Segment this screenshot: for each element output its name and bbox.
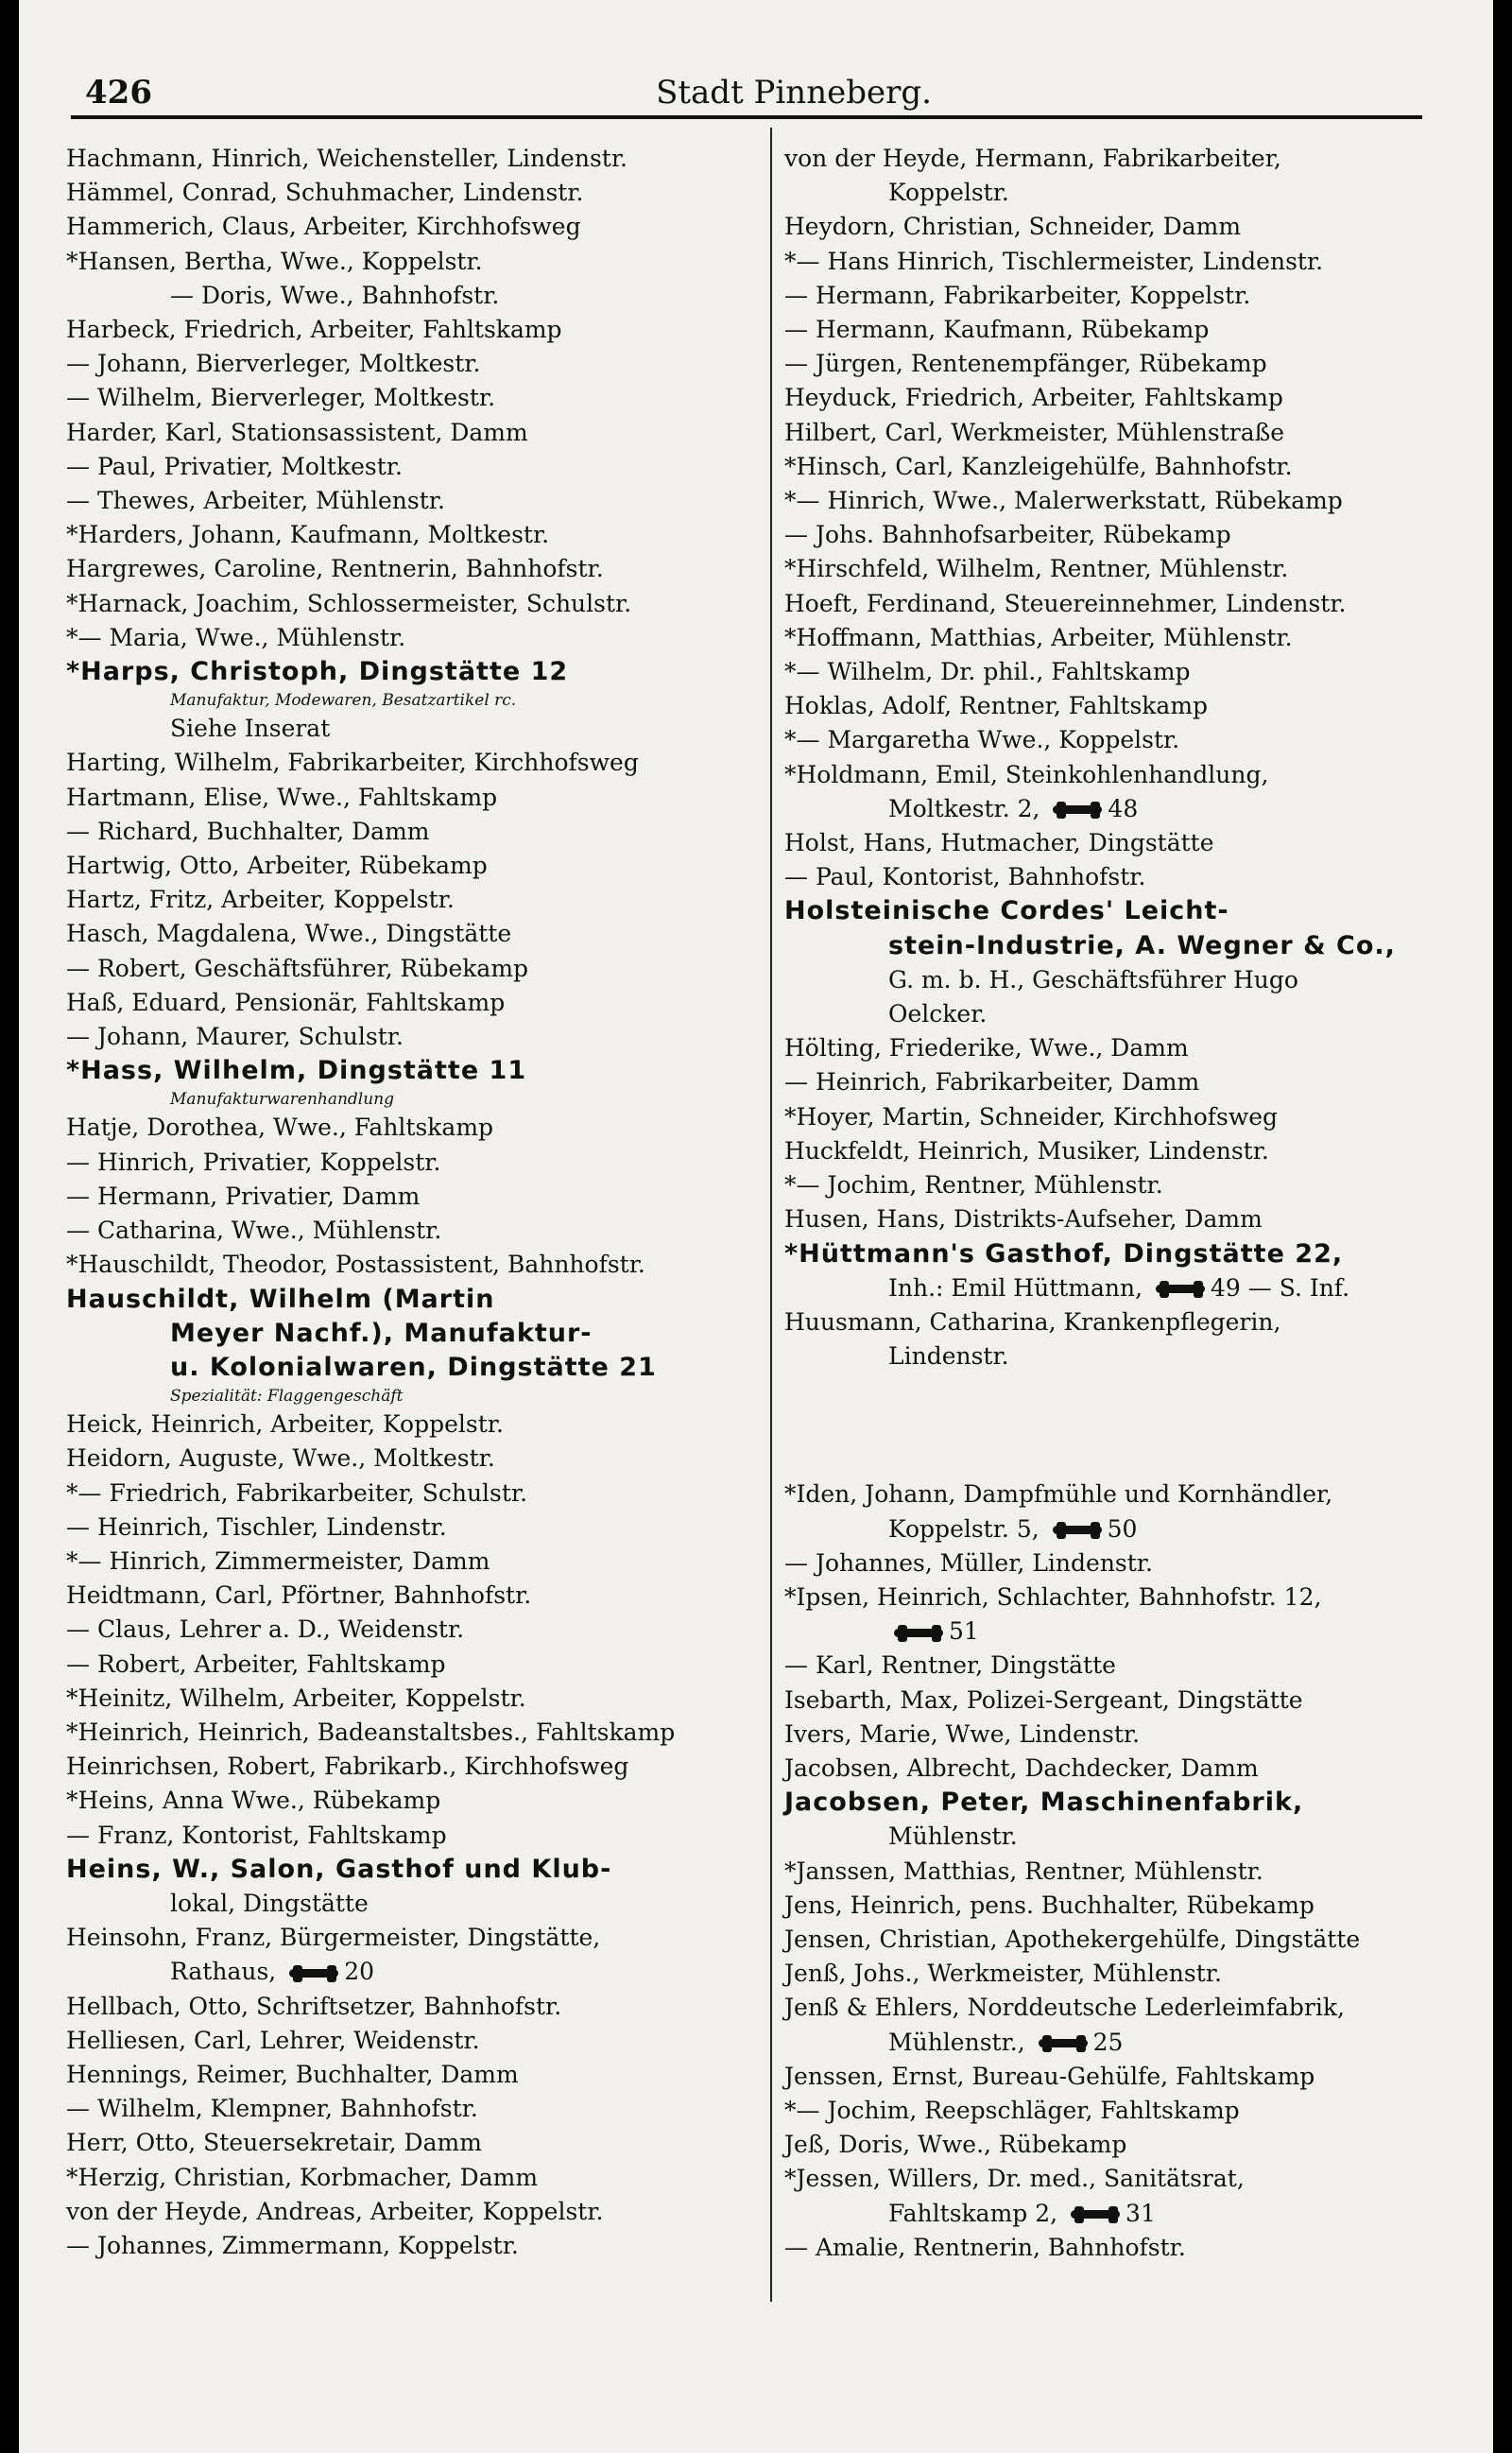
directory-entry xyxy=(784,621,1465,655)
directory-entry xyxy=(784,416,1465,450)
telephone-icon xyxy=(289,1965,338,1982)
telephone-icon xyxy=(1039,2035,1088,2052)
entry-text: — Johann, Maurer, Schulstr. xyxy=(66,1023,404,1051)
directory-entry xyxy=(784,1786,1465,1820)
directory-entry xyxy=(66,2195,747,2229)
entry-text: — Heinrich, Fabrikarbeiter, Damm xyxy=(784,1068,1200,1097)
telephone-icon xyxy=(1053,1522,1102,1539)
entry-text: Herr, Otto, Steuersekretair, Damm xyxy=(66,2129,482,2157)
directory-entry xyxy=(784,279,1465,313)
telephone-icon xyxy=(1071,2206,1120,2223)
directory-entry xyxy=(66,1579,747,1613)
entry-text: Oelcker. xyxy=(888,1000,988,1028)
directory-entry xyxy=(66,347,747,381)
directory-entry xyxy=(66,1613,747,1647)
entry-text: *Herzig, Christian, Korbmacher, Damm xyxy=(66,2163,539,2191)
entry-text: Jens, Heinrich, pens. Buchhalter, Rübekamp xyxy=(784,1891,1314,1919)
directory-entry xyxy=(784,1512,1465,1546)
entry-text: Ivers, Marie, Wwe, Lindenstr. xyxy=(784,1719,1141,1748)
directory-entry xyxy=(66,1853,747,1887)
entry-text: Jenß & Ehlers, Norddeutsche Lederleimfabrik, xyxy=(784,1994,1345,2022)
entry-text: Hammerich, Claus, Arbeiter, Kirchhofsweg xyxy=(66,213,581,241)
directory-entry xyxy=(66,416,747,450)
entry-text: *Heinrich, Heinrich, Badeanstaltsbes., Fahltskamp xyxy=(66,1718,676,1746)
directory-entry xyxy=(784,860,1465,894)
directory-entry xyxy=(784,313,1465,347)
entry-text: *Harders, Johann, Kaufmann, Moltkestr. xyxy=(66,521,550,549)
entry-text: — Amalie, Rentnerin, Bahnhofstr. xyxy=(784,2233,1186,2261)
entry-text: — Richard, Buchhalter, Damm xyxy=(66,817,430,845)
directory-entry xyxy=(784,381,1465,415)
entry-text: Hämmel, Conrad, Schuhmacher, Lindenstr. xyxy=(66,179,584,207)
directory-entry xyxy=(784,1923,1465,1957)
directory-entry xyxy=(784,1237,1465,1271)
directory-entry xyxy=(784,1202,1465,1236)
telephone-icon xyxy=(1156,1281,1205,1298)
entry-text: Jeß, Doris, Wwe., Rübekamp xyxy=(784,2131,1127,2159)
directory-entry xyxy=(66,746,747,780)
directory-entry xyxy=(784,1477,1465,1512)
directory-entry xyxy=(784,2128,1465,2162)
entry-text: — Heinrich, Tischler, Lindenstr. xyxy=(66,1512,447,1541)
entry-text: Hartwig, Otto, Arbeiter, Rübekamp xyxy=(66,852,488,880)
directory-entry xyxy=(784,1752,1465,1786)
entry-text: Hölting, Friederike, Wwe., Damm xyxy=(784,1034,1189,1062)
directory-entry xyxy=(66,621,747,655)
directory-entry xyxy=(784,587,1465,621)
entry-text: *— Hans Hinrich, Tischlermeister, Lindenstr. xyxy=(784,247,1324,275)
directory-entry xyxy=(66,1716,747,1750)
directory-entry xyxy=(66,1784,747,1818)
directory-entry xyxy=(66,952,747,986)
entry-text: Heyduck, Friedrich, Arbeiter, Fahltskamp xyxy=(784,384,1283,412)
entry-text: Hatje, Dorothea, Wwe., Fahltskamp xyxy=(66,1114,494,1142)
entry-text: Mühlenstr., xyxy=(888,2028,1033,2056)
entry-text: Husen, Hans, Distrikts-Aufseher, Damm xyxy=(784,1205,1263,1234)
directory-entry xyxy=(66,1408,747,1442)
directory-entry xyxy=(66,1385,747,1408)
entry-text: — Claus, Lehrer a. D., Weidenstr. xyxy=(66,1615,465,1644)
entry-text: *Harnack, Joachim, Schlossermeister, Schulstr. xyxy=(66,589,632,617)
entry-text: Jenssen, Ernst, Bureau-Gehülfe, Fahltskamp xyxy=(784,2062,1315,2090)
entry-text: Hoklas, Adolf, Rentner, Fahltskamp xyxy=(784,692,1209,720)
directory-entry xyxy=(66,142,747,176)
entry-text: — Paul, Kontorist, Bahnhofstr. xyxy=(784,863,1146,891)
entry-text: Meyer Nachf.), Manufaktur- xyxy=(170,1318,593,1348)
entry-text: *Harps, Christoph, Dingstätte 12 xyxy=(66,657,569,687)
directory-entry xyxy=(66,1511,747,1545)
directory-page xyxy=(19,0,1493,2453)
directory-entry xyxy=(66,176,747,210)
entry-text: Hartmann, Elise, Wwe., Fahltskamp xyxy=(66,783,498,811)
directory-entry xyxy=(784,1991,1465,2025)
entry-text: Harting, Wilhelm, Fabrikarbeiter, Kirchhofsweg xyxy=(66,749,639,777)
directory-entry xyxy=(66,210,747,244)
directory-entry xyxy=(784,723,1465,757)
directory-entry xyxy=(784,758,1465,792)
entry-text: Heinrichsen, Robert, Fabrikarb., Kirchhofsweg xyxy=(66,1753,629,1781)
directory-entry xyxy=(784,1031,1465,1065)
directory-entry xyxy=(784,2197,1465,2231)
entry-text: Hoeft, Ferdinand, Steuereinnehmer, Lindenstr. xyxy=(784,589,1347,617)
entry-text: *— Jochim, Reepschläger, Fahltskamp xyxy=(784,2096,1240,2124)
directory-entry xyxy=(66,279,747,313)
directory-entry xyxy=(66,1990,747,2024)
directory-entry xyxy=(784,484,1465,518)
directory-entry xyxy=(784,655,1465,689)
entry-text: Hargrewes, Caroline, Rentnerin, Bahnhofstr. xyxy=(66,555,604,583)
page-header xyxy=(85,74,1427,121)
directory-entry xyxy=(784,1373,1465,1477)
entry-text: *Hansen, Bertha, Wwe., Koppelstr. xyxy=(66,247,483,275)
directory-entry xyxy=(66,655,747,689)
entry-text: Heins, W., Salon, Gasthof und Klub- xyxy=(66,1854,612,1884)
directory-entry xyxy=(784,1820,1465,1854)
directory-entry xyxy=(784,2026,1465,2060)
entry-text: Huckfeldt, Heinrich, Musiker, Lindenstr. xyxy=(784,1136,1269,1165)
entry-text: — Catharina, Wwe., Mühlenstr. xyxy=(66,1217,442,1245)
directory-entry xyxy=(784,1065,1465,1099)
directory-entry xyxy=(784,450,1465,484)
directory-entry xyxy=(66,2229,747,2263)
directory-entry xyxy=(66,1111,747,1145)
entry-text: Siehe Inserat xyxy=(170,715,331,743)
phone-number: 48 xyxy=(1108,794,1139,822)
entry-text: Rathaus, xyxy=(170,1958,284,1986)
directory-entry xyxy=(66,1088,747,1111)
directory-entry xyxy=(66,1682,747,1716)
directory-entry xyxy=(66,1477,747,1511)
entry-text: — Johann, Bierverleger, Moltkestr. xyxy=(66,350,481,378)
directory-entry xyxy=(66,245,747,279)
entry-text: Koppelstr. 5, xyxy=(888,1514,1047,1543)
entry-text: Heydorn, Christian, Schneider, Damm xyxy=(784,213,1242,241)
directory-entry xyxy=(784,2094,1465,2128)
entry-text: *Hass, Wilhelm, Dingstätte 11 xyxy=(66,1056,527,1086)
entry-text: Holst, Hans, Hutmacher, Dingstätte xyxy=(784,829,1214,857)
directory-entry xyxy=(66,1214,747,1248)
directory-entry xyxy=(66,2161,747,2195)
entry-text: Harbeck, Friedrich, Arbeiter, Fahltskamp xyxy=(66,316,562,344)
directory-entry xyxy=(784,142,1465,176)
directory-entry xyxy=(784,2162,1465,2196)
entry-text: *— Hinrich, Wwe., Malerwerkstatt, Rübekamp xyxy=(784,487,1343,515)
directory-entry xyxy=(66,849,747,883)
phone-number: 20 xyxy=(344,1958,374,1986)
phone-number: 49 — S. Inf. xyxy=(1211,1273,1350,1302)
entry-text: Fahltskamp 2, xyxy=(888,2199,1066,2227)
directory-entry xyxy=(66,2092,747,2126)
entry-text: — Johs. Bahnhofsarbeiter, Rübekamp xyxy=(784,521,1231,549)
left-column xyxy=(66,142,747,2263)
entry-text: von der Heyde, Andreas, Arbeiter, Koppelstr. xyxy=(66,2197,604,2225)
directory-entry xyxy=(784,997,1465,1031)
entry-text: *Iden, Johann, Dampfmühle und Kornhändler, xyxy=(784,1480,1333,1509)
directory-entry xyxy=(784,689,1465,723)
entry-text: — Jürgen, Rentenempfänger, Rübekamp xyxy=(784,350,1267,378)
entry-text: Heidtmann, Carl, Pförtner, Bahnhofstr. xyxy=(66,1581,532,1610)
directory-entry xyxy=(66,313,747,347)
entry-text: von der Heyde, Hermann, Fabrikarbeiter, xyxy=(784,145,1281,172)
directory-entry xyxy=(784,245,1465,279)
directory-entry xyxy=(66,986,747,1020)
entry-text: Isebarth, Max, Polizei-Sergeant, Dingstätte xyxy=(784,1685,1303,1714)
directory-entry xyxy=(66,1146,747,1180)
directory-entry xyxy=(66,712,747,746)
directory-entry xyxy=(66,1248,747,1282)
page-number: 426 xyxy=(85,74,152,112)
entry-text: *Hauschildt, Theodor, Postassistent, Bahnhofstr. xyxy=(66,1251,645,1279)
directory-entry xyxy=(784,210,1465,244)
entry-text: *— Hinrich, Zimmermeister, Damm xyxy=(66,1546,490,1575)
directory-entry xyxy=(784,1649,1465,1683)
directory-entry xyxy=(784,1100,1465,1134)
entry-text: *— Maria, Wwe., Mühlenstr. xyxy=(66,623,406,651)
directory-entry xyxy=(66,587,747,621)
directory-entry xyxy=(784,2060,1465,2094)
directory-entry xyxy=(66,552,747,586)
entry-text: Heidorn, Auguste, Wwe., Moltkestr. xyxy=(66,1444,495,1473)
directory-entry xyxy=(66,1020,747,1054)
entry-text: Jenß, Johs., Werkmeister, Mühlenstr. xyxy=(784,1960,1222,1988)
phone-number: 31 xyxy=(1125,2199,1156,2227)
entry-text: *Holdmann, Emil, Steinkohlenhandlung, xyxy=(784,760,1269,788)
entry-text: *Heins, Anna Wwe., Rübekamp xyxy=(66,1787,441,1815)
directory-entry xyxy=(784,347,1465,381)
directory-entry xyxy=(784,1615,1465,1649)
directory-entry xyxy=(784,552,1465,586)
entry-text: *Heinitz, Wilhelm, Arbeiter, Koppelstr. xyxy=(66,1684,526,1712)
entry-text: Manufakturwarenhandlung xyxy=(170,1090,395,1110)
entry-text: *Janssen, Matthias, Rentner, Mühlenstr. xyxy=(784,1857,1263,1885)
entry-text: Hellbach, Otto, Schriftsetzer, Bahnhofstr. xyxy=(66,1992,562,2020)
entry-text: — Johannes, Müller, Lindenstr. xyxy=(784,1548,1153,1577)
entry-text: Jensen, Christian, Apothekergehülfe, Dingstätte xyxy=(784,1925,1361,1953)
entry-text: stein-Industrie, A. Wegner & Co., xyxy=(888,930,1396,960)
entry-text: Spezialität: Flaggengeschäft xyxy=(170,1387,404,1407)
entry-text: — Paul, Privatier, Moltkestr. xyxy=(66,452,403,480)
entry-text: *— Friedrich, Fabrikarbeiter, Schulstr. xyxy=(66,1478,528,1507)
directory-entry xyxy=(784,1168,1465,1202)
entry-text: — Karl, Rentner, Dingstätte xyxy=(784,1651,1116,1680)
directory-entry xyxy=(784,1957,1465,1991)
entry-text: — Hinrich, Privatier, Koppelstr. xyxy=(66,1148,441,1176)
directory-entry xyxy=(66,450,747,484)
entry-text: — Hermann, Privatier, Damm xyxy=(66,1182,421,1210)
entry-text: *Hirschfeld, Wilhelm, Rentner, Mühlenstr. xyxy=(784,555,1289,583)
directory-entry xyxy=(784,826,1465,860)
directory-entry xyxy=(66,1750,747,1784)
directory-entry xyxy=(66,2058,747,2092)
entry-text: Haß, Eduard, Pensionär, Fahltskamp xyxy=(66,988,506,1016)
entry-text: Hartz, Fritz, Arbeiter, Koppelstr. xyxy=(66,886,455,914)
entry-text: lokal, Dingstätte xyxy=(170,1889,369,1917)
entry-text: — Wilhelm, Bierverleger, Moltkestr. xyxy=(66,384,496,412)
entry-text: Moltkestr. 2, xyxy=(888,794,1048,822)
directory-entry xyxy=(66,518,747,552)
entry-text: *— Wilhelm, Dr. phil., Fahltskamp xyxy=(784,658,1191,686)
entry-text: — Franz, Kontorist, Fahltskamp xyxy=(66,1821,447,1849)
entry-text: — Robert, Arbeiter, Fahltskamp xyxy=(66,1650,446,1678)
directory-entry xyxy=(66,883,747,917)
directory-entry xyxy=(784,963,1465,997)
entry-text: Hasch, Magdalena, Wwe., Dingstätte xyxy=(66,920,512,948)
directory-entry xyxy=(784,1271,1465,1305)
entry-text: Huusmann, Catharina, Krankenpflegerin, xyxy=(784,1307,1281,1336)
directory-entry xyxy=(784,929,1465,963)
telephone-icon xyxy=(894,1625,943,1642)
directory-entry xyxy=(784,2231,1465,2265)
entry-text: — Hermann, Kaufmann, Rübekamp xyxy=(784,316,1210,344)
directory-entry xyxy=(784,1684,1465,1718)
directory-entry xyxy=(66,1648,747,1682)
header-rule xyxy=(71,115,1422,119)
entry-text: Hachmann, Hinrich, Weichensteller, Lindenstr. xyxy=(66,145,627,172)
entry-text: Heinsohn, Franz, Bürgermeister, Dingstätte, xyxy=(66,1924,601,1952)
entry-text: Koppelstr. xyxy=(888,179,1009,207)
right-column xyxy=(784,142,1465,2265)
entry-text: — Thewes, Arbeiter, Mühlenstr. xyxy=(66,487,445,515)
directory-entry xyxy=(784,1581,1465,1615)
directory-entry xyxy=(66,484,747,518)
entry-text: Hennings, Reimer, Buchhalter, Damm xyxy=(66,2060,519,2088)
directory-entry xyxy=(66,381,747,415)
entry-text: — Doris, Wwe., Bahnhofstr. xyxy=(170,281,500,309)
directory-entry xyxy=(66,2126,747,2160)
entry-text: *— Jochim, Rentner, Mühlenstr. xyxy=(784,1171,1163,1200)
entry-text: *Hüttmann's Gasthof, Dingstätte 22, xyxy=(784,1238,1344,1269)
directory-entry xyxy=(66,1921,747,1955)
directory-entry xyxy=(784,1339,1465,1373)
directory-entry xyxy=(66,917,747,951)
directory-entry xyxy=(66,689,747,712)
entry-text: G. m. b. H., Geschäftsführer Hugo xyxy=(888,965,1298,993)
directory-entry xyxy=(784,176,1465,210)
entry-text: Jacobsen, Peter, Maschinenfabrik, xyxy=(784,1788,1304,1818)
directory-entry xyxy=(66,1545,747,1579)
entry-text: Jacobsen, Albrecht, Dachdecker, Damm xyxy=(784,1753,1259,1782)
directory-entry xyxy=(784,518,1465,552)
directory-entry xyxy=(66,1955,747,1989)
directory-entry xyxy=(784,1546,1465,1581)
directory-entry xyxy=(66,1442,747,1476)
running-title: Stadt Pinneberg. xyxy=(656,74,932,112)
entry-text: u. Kolonialwaren, Dingstätte 21 xyxy=(170,1352,657,1382)
directory-entry xyxy=(66,1351,747,1385)
directory-entry xyxy=(784,1855,1465,1889)
phone-number: 25 xyxy=(1092,2028,1124,2056)
entry-text: *Hinsch, Carl, Kanzleigehülfe, Bahnhofstr. xyxy=(784,452,1293,480)
entry-text: Inh.: Emil Hüttmann, xyxy=(888,1273,1150,1302)
entry-text: Mühlenstr. xyxy=(888,1822,1018,1851)
column-divider xyxy=(770,128,772,2302)
directory-entry xyxy=(66,1819,747,1853)
entry-text: *Hoyer, Martin, Schneider, Kirchhofsweg xyxy=(784,1102,1279,1131)
entry-text: *— Margaretha Wwe., Koppelstr. xyxy=(784,726,1180,754)
directory-entry xyxy=(784,1305,1465,1339)
directory-entry xyxy=(784,1889,1465,1923)
directory-entry xyxy=(66,781,747,815)
entry-text: — Hermann, Fabrikarbeiter, Koppelstr. xyxy=(784,281,1251,309)
phone-number: 51 xyxy=(949,1617,979,1646)
entry-text: Hauschildt, Wilhelm (Martin xyxy=(66,1284,495,1314)
entry-text: Harder, Karl, Stationsassistent, Damm xyxy=(66,418,528,446)
directory-entry xyxy=(66,1317,747,1351)
directory-entry xyxy=(66,1283,747,1317)
entry-text: Lindenstr. xyxy=(888,1342,1009,1371)
entry-text: Holsteinische Cordes' Leicht- xyxy=(784,896,1229,926)
entry-text: *Hoffmann, Matthias, Arbeiter, Mühlenstr. xyxy=(784,623,1293,651)
entry-text: Manufaktur, Modewaren, Besatzartikel rc. xyxy=(170,691,517,711)
directory-entry xyxy=(784,792,1465,826)
phone-number: 50 xyxy=(1107,1514,1138,1543)
entry-text: — Wilhelm, Klempner, Bahnhofstr. xyxy=(66,2095,478,2123)
directory-entry xyxy=(66,1180,747,1214)
directory-entry xyxy=(784,1134,1465,1168)
entry-text: — Robert, Geschäftsführer, Rübekamp xyxy=(66,954,529,982)
entry-text: Hilbert, Carl, Werkmeister, Mühlenstraße xyxy=(784,418,1285,446)
directory-entry xyxy=(784,1718,1465,1752)
entry-text: — Johannes, Zimmermann, Koppelstr. xyxy=(66,2231,519,2259)
telephone-icon xyxy=(1053,802,1102,819)
directory-entry xyxy=(784,894,1465,928)
entry-text: Heick, Heinrich, Arbeiter, Koppelstr. xyxy=(66,1410,504,1439)
directory-entry xyxy=(66,1887,747,1921)
entry-text: *Ipsen, Heinrich, Schlachter, Bahnhofstr. 12, xyxy=(784,1582,1322,1611)
entry-text: Helliesen, Carl, Lehrer, Weidenstr. xyxy=(66,2026,480,2054)
directory-entry xyxy=(66,815,747,849)
directory-entry xyxy=(66,2024,747,2058)
directory-entry xyxy=(66,1054,747,1088)
entry-text: *Jessen, Willers, Dr. med., Sanitätsrat, xyxy=(784,2165,1245,2193)
